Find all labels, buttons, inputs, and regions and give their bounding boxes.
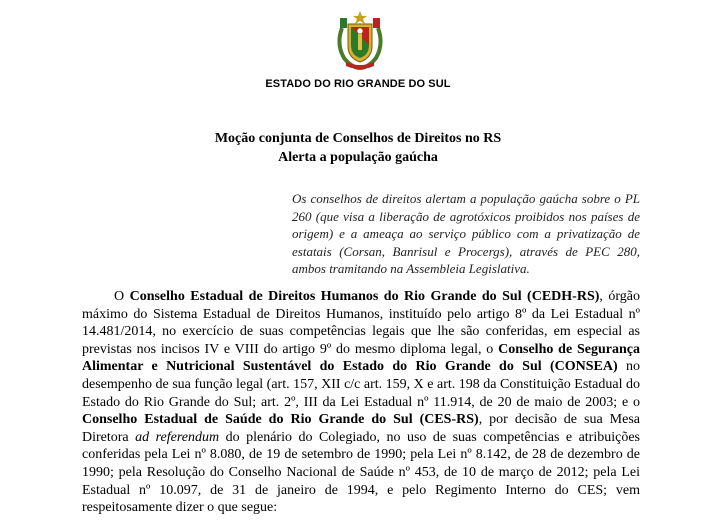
body-text: do plenário do Colegiado, no uso de suas competências e atribuições conferidas pela Lei nº 8.080, de 19 de setembro de 1990; pela Lei nº 8.142, de 28 de dezembro de 1990; pela Resolução do Conselho Nacional de Saúde nº 453, de 10 de março de 2012; pela Lei Estadual nº 10.097, de 31 de janeiro de 1994, e pelo Regimento Interno do CES; vem respeitosamente dizer o que segue: <box>82 429 641 516</box>
body-paragraph <box>82 288 640 517</box>
ces-name: Conselho Estadual de Saúde do Rio Grande do Sul (CES-RS) <box>82 412 479 428</box>
body-text: O <box>114 289 130 304</box>
document-subtitle: Alerta a população gaúcha <box>278 150 438 165</box>
body-text: no desempenho de sua função legal (art. 157, XII c/c art. 159, X e art. 198 da Constituição Estadual do Estado do Rio Grande do Sul; art. 2º, III da Lei Estadual nº 11.914, de 20 de maio de 2003; e o <box>82 359 640 410</box>
ad-referendum: ad referendum <box>135 429 220 445</box>
cedh-name: Conselho Estadual de Direitos Humanos do Rio Grande do Sul (CEDH-RS) <box>129 289 600 304</box>
document-title: Moção conjunta de Conselhos de Direitos no RS <box>214 131 502 146</box>
consea-name: Conselho de Segurança Alimentar e Nutricional Sustentável do Estado do Rio Grande do Sul (CONSEA) <box>82 341 640 375</box>
body-text: , por decisão de sua Mesa Diretora <box>82 412 640 445</box>
epigraph: Os conselhos de direitos alertam a população gaúcha sobre o PL 260 (que visa a liberação de agrotóxicos proibidos nos países de origem) e a ameaça ao serviço público com a privatização de estatais (Corsan, Banrisul e Procergs), através de PEC 280, ambos tramitando na Assembleia Legislativa. <box>292 191 640 276</box>
coat-of-arms-icon <box>334 10 386 72</box>
body-text: , órgão máximo do Sistema Estadual de Direitos Humanos, instituído pelo artigo 8º da Lei Estadual nº 14.481/2014, no exercício de suas competências legais que lhe são conferidas, em especial as previstas nos incisos IV e VIII do artigo 9º do mesmo diploma legal, o <box>82 289 640 357</box>
state-name: ESTADO DO RIO GRANDE DO SUL <box>265 78 451 90</box>
